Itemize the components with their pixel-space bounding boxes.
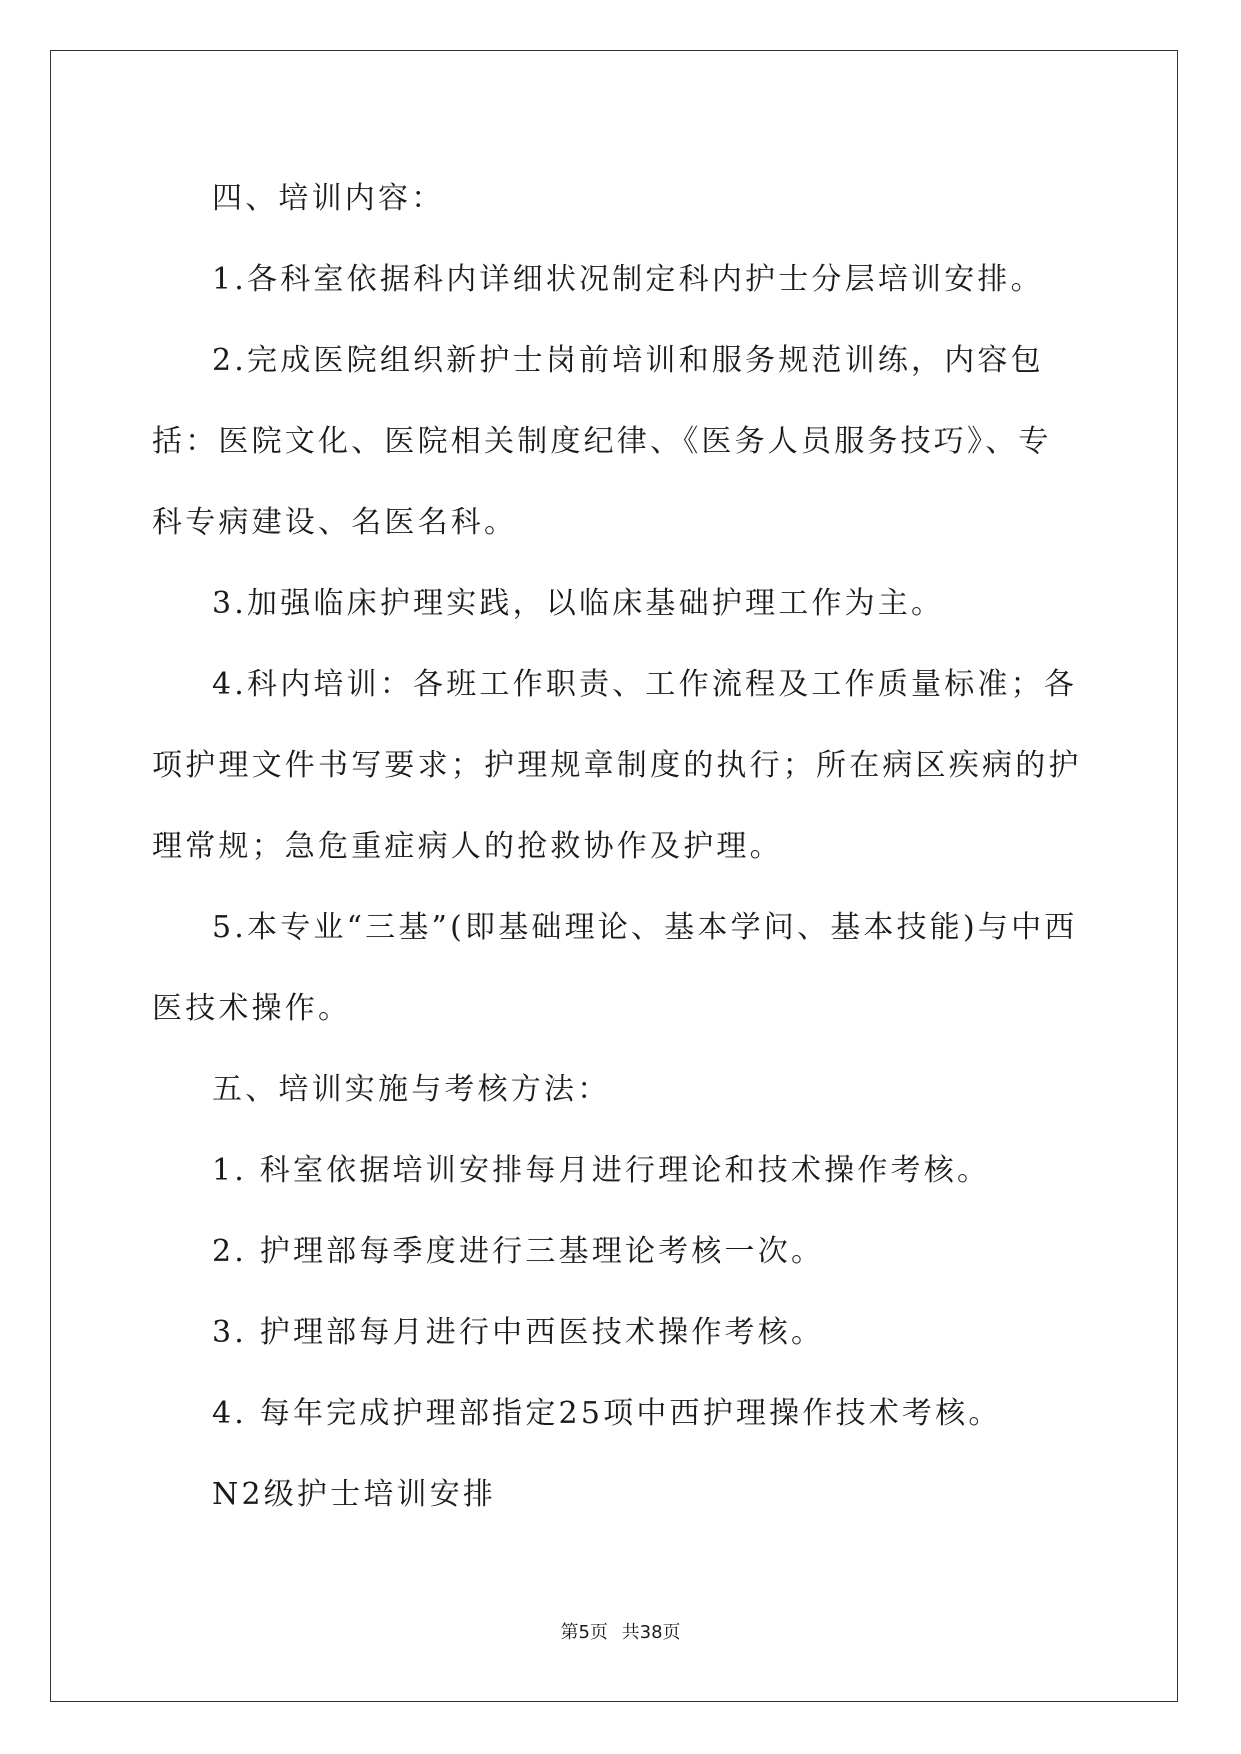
content-item-2: 2.完成医院组织新护士岗前培训和服务规范训练，内容包括：医院文化、医院相关制度纪律、《医务人员服务技巧》、专科专病建设、名医名科。 [152, 343, 1052, 540]
section-heading-training-content: 四、培训内容： [212, 181, 445, 216]
method-item-2: 2. 护理部每季度进行三基理论考核一次。 [212, 1234, 825, 1269]
method-item-3: 3. 护理部每月进行中西医技术操作考核。 [212, 1315, 825, 1350]
page-number: 第5页 [560, 1622, 608, 1643]
content-item-3: 3.加强临床护理实践，以临床基础护理工作为主。 [212, 586, 945, 621]
page-footer [0, 1618, 1241, 1644]
section-title-n2: N2级护士培训安排 [212, 1477, 497, 1512]
document-body [152, 158, 1082, 1535]
content-item-5: 5.本专业“三基”(即基础理论、基本学问、基本技能)与中西医技术操作。 [152, 910, 1078, 1026]
content-item-1: 1.各科室依据科内详细状况制定科内护士分层培训安排。 [212, 262, 1044, 297]
page-total: 共38页 [621, 1622, 681, 1643]
method-item-4: 4. 每年完成护理部指定25项中西护理操作技术考核。 [212, 1396, 1002, 1431]
content-item-4: 4.科内培训：各班工作职责、工作流程及工作质量标准；各项护理文件书写要求；护理规章制度的执行；所在病区疾病的护理常规；急危重症病人的抢救协作及护理。 [152, 667, 1082, 864]
method-item-1: 1. 科室依据培训安排每月进行理论和技术操作考核。 [212, 1153, 991, 1188]
section-heading-implementation: 五、培训实施与考核方法： [212, 1072, 611, 1107]
